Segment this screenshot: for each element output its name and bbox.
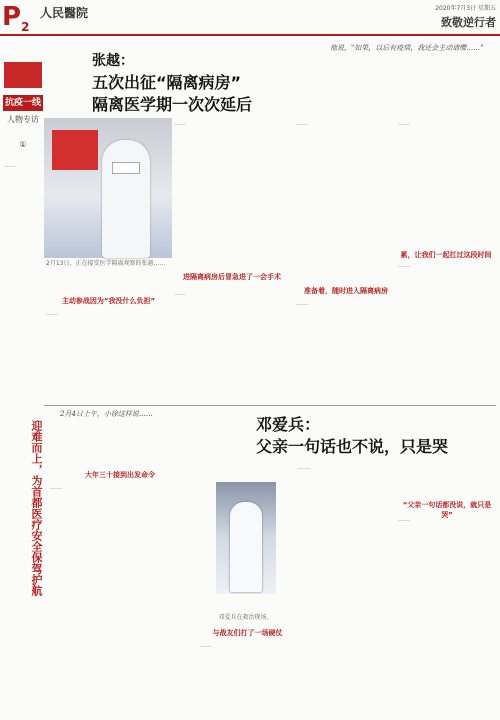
page-header: [0, 0, 500, 36]
subhead-1: 主动参战因为“我没什么负担”: [61, 297, 156, 305]
bottom-title-name: 邓爱兵：: [256, 415, 321, 434]
body-col-4: ……: [296, 120, 308, 127]
bottom-col-2: ……: [200, 642, 212, 649]
page-number-badge: [2, 2, 29, 42]
bottom-deck: 2月4日上午，小徐这样说……: [60, 410, 153, 418]
page-letter: P: [2, 2, 22, 32]
subhead-3: 准备着，随时进入隔离病房: [304, 287, 388, 295]
flag-image: [4, 62, 42, 88]
subhead-2: 进隔离病房后冒急进了一会手术: [183, 273, 281, 281]
header-rule: [0, 34, 500, 36]
bottom-col-1: ……: [50, 484, 62, 491]
medic-figure-image-2: [230, 502, 262, 592]
bottom-subhead-left: 大年三十接到出发命令: [85, 471, 155, 479]
body-col-5: ……: [296, 300, 308, 307]
bottom-col-3: ……: [298, 464, 310, 471]
body-col-3: ……: [174, 290, 186, 297]
section-divider: [44, 405, 496, 406]
bottom-subhead-right: “父亲一句话都没说，就只是哭”: [402, 501, 492, 519]
column-subtag: 人物专访: [7, 115, 39, 124]
medic-figure-image: [102, 140, 150, 258]
body-col-7: ……: [398, 262, 410, 269]
left-body-text: ……: [4, 162, 16, 169]
bottom-title-line2: 父亲一句话也不说，只是哭: [256, 437, 449, 456]
section-title: 致敬逆行者: [441, 16, 496, 29]
story-deck: 他说，"如果，以后有疫情，我还会主动请缨……": [330, 44, 484, 52]
bottom-photo: [216, 482, 276, 594]
column-tag: 抗疫一线: [3, 95, 43, 111]
story-title-line3: 隔离医学期一次次延后: [92, 95, 253, 114]
story-title-name: 张越：: [92, 53, 134, 69]
bottom-col-4: ……: [398, 516, 410, 523]
issue-date: 2020年7月3日 星期五: [435, 5, 496, 12]
left-column: [0, 40, 44, 460]
subhead-4: 累，让我们一起扛过这段时间: [400, 251, 492, 259]
party-flag-image: [52, 130, 98, 170]
story-title-line2: 五次出征“隔离病房”: [92, 73, 242, 92]
body-col-6: ……: [398, 120, 410, 127]
paper-name: 人民醫院: [40, 6, 89, 20]
vertical-headline: 迎难而上，为首都医疗安全保驾护航: [30, 420, 43, 596]
page-number: 2: [21, 20, 30, 35]
photo-caption: 2月13日，正在接受医学隔离观察的张越……: [46, 260, 166, 267]
face-mask-image: [112, 162, 140, 174]
body-col-2: ……: [174, 120, 186, 127]
bottom-subhead-mid: 与战友们打了一场硬仗: [212, 629, 283, 637]
column-index: ①: [19, 140, 27, 149]
bottom-photo-caption: 邓爱兵在救治现场。: [218, 614, 273, 621]
story-photo: [44, 118, 172, 258]
body-col-1: ……: [46, 310, 58, 317]
